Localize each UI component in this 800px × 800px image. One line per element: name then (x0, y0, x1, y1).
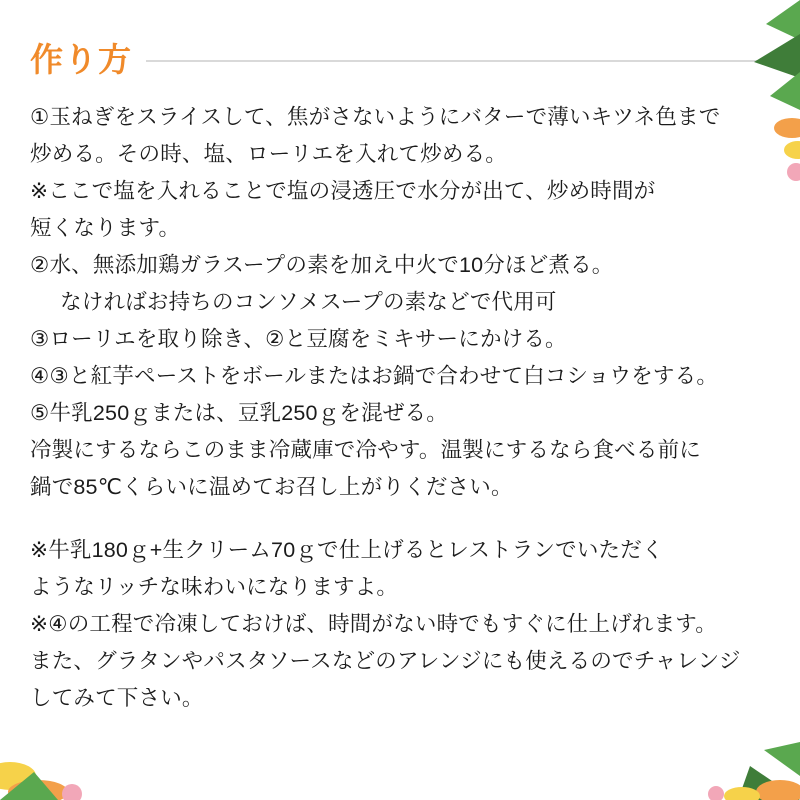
section-header (30, 34, 774, 81)
note-line: してみて下さい。 (30, 685, 204, 710)
note-line: ようなリッチな味わいになりますよ。 (30, 574, 399, 599)
note-line: また、グラタンやパスタソースなどのアレンジにも使えるのでチャレンジ (30, 648, 741, 673)
step-line: ②水、無添加鶏ガラスープの素を加え中火で10分ほど煮る。 (30, 252, 614, 277)
step-line: ⑤牛乳250ｇまたは、豆乳250ｇを混ぜる。 (30, 400, 448, 425)
step-line: ④③と紅芋ペーストをボールまたはお鍋で合わせて白コショウをする。 (30, 363, 719, 388)
steps-list (30, 99, 774, 717)
note-line: ※牛乳180ｇ+生クリーム70ｇで仕上げるとレストランでいただく (30, 537, 664, 562)
step-line: ③ローリエを取り除き、②と豆腐をミキサーにかける。 (30, 326, 567, 351)
step-note: 短くなります。 (30, 215, 181, 240)
note-line: ※④の工程で冷凍しておけば、時間がない時でもすぐに仕上げれます。 (30, 611, 717, 636)
page-title: 作り方 (30, 41, 132, 78)
step-line: 炒める。その時、塩、ローリエを入れて炒める。 (30, 141, 507, 166)
step-note: ※ここで塩を入れることで塩の浸透圧で水分が出て、炒め時間が (30, 178, 656, 203)
section-spacer (30, 506, 774, 532)
step-line: 冷製にするならこのまま冷蔵庫で冷やす。温製にするなら食べる前に (30, 437, 701, 462)
title-divider (146, 60, 774, 62)
step-line: なければお持ちのコンソメスープの素などで代用可 (60, 289, 557, 314)
step-line: ①玉ねぎをスライスして、焦がさないようにバターで薄いキツネ色まで (30, 105, 721, 129)
step-line: 鍋で85℃くらいに温めてお召し上がりください。 (30, 474, 513, 499)
